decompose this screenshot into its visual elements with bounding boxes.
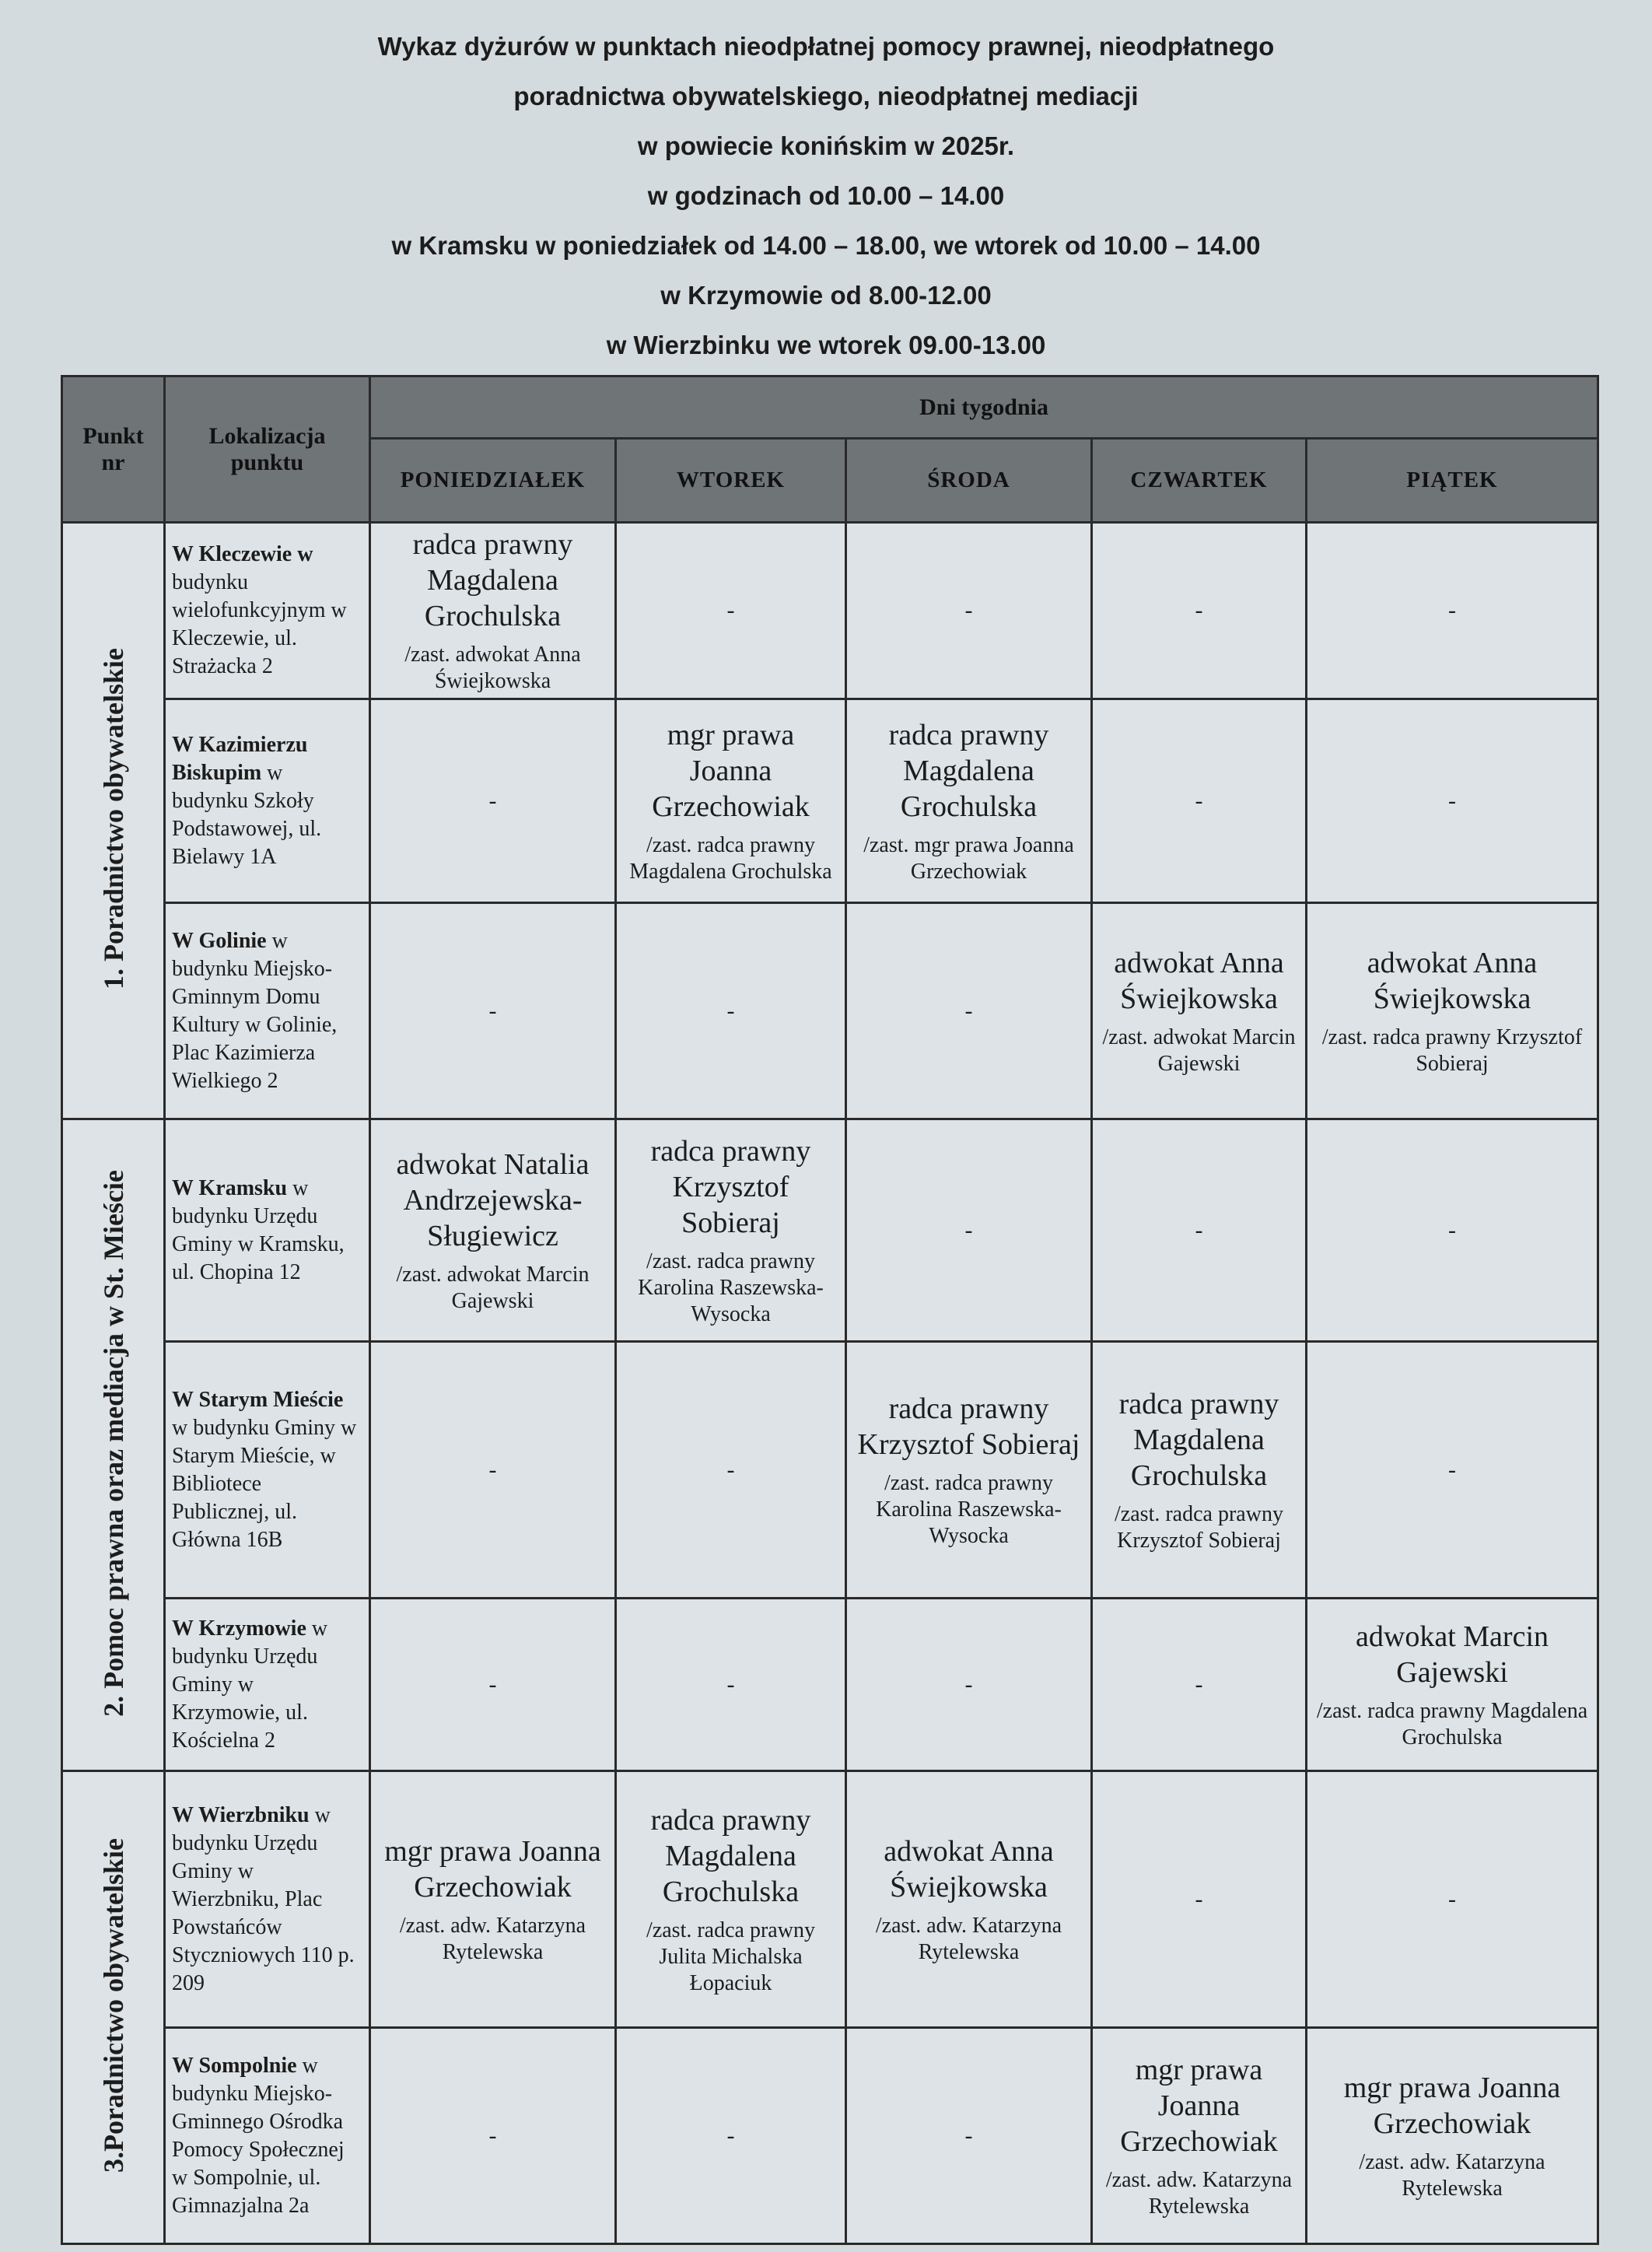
duty-substitute: /zast. radca prawny Krzysztof Sobieraj [1115,1501,1283,1553]
duty-cell [616,1119,846,1342]
duty-cell [370,1599,616,1771]
location-address: w budynku Szkoły Podstawowej, ul. Bielawy 1A [172,760,322,869]
duty-cell [1092,1771,1307,2028]
duty-cell [1092,523,1307,699]
duty-cell [616,699,846,903]
location-address: budynku wielofunkcyjnym w Kleczewie, ul. Strażacka 2 [172,570,347,678]
header-day: ŚRODA [846,439,1092,523]
duty-substitute: /zast. radca prawny Karolina Raszewska-Wysocka [876,1470,1062,1548]
duty-person: radca prawny Krzysztof Sobieraj [857,1392,1080,1461]
duty-substitute: /zast. radca prawny Magdalena Grochulska [629,832,832,884]
duty-cell [1307,2028,1598,2244]
header-day: CZWARTEK [1092,439,1307,523]
document-heading [0,22,1652,370]
duty-person: mgr prawa Joanna Grzechowiak [384,1834,601,1904]
no-duty-dash: - [488,2122,497,2149]
location-name: W Kleczewie w [172,542,313,566]
duty-person: radca prawny Magdalena Grochulska [650,1803,811,1908]
duty-cell [1307,1342,1598,1599]
header-day: PONIEDZIAŁEK [370,439,616,523]
duty-substitute: /zast. adw. Katarzyna Rytelewska [1105,2167,1293,2219]
section-label: 3.Poradnictwo obywatelskie [97,1838,129,2173]
no-duty-dash: - [964,2122,973,2149]
header-punkt: Punkt nr [62,377,165,523]
duty-cell [1307,1771,1598,2028]
heading-line: w godzinach od 10.00 – 14.00 [647,181,1005,210]
location-cell [165,1599,370,1771]
duty-person: mgr prawa Joanna Grzechowiak [652,718,810,823]
schedule-row [62,2028,1598,2244]
duty-cell [616,1599,846,1771]
location-cell [165,523,370,699]
no-duty-dash: - [1448,597,1457,623]
no-duty-dash: - [1448,787,1457,814]
no-duty-dash: - [1195,597,1203,623]
heading-line: Wykaz dyżurów w punktach nieodpłatnej pomocy prawnej, nieodpłatnego [377,32,1275,61]
header-row-top [62,377,1598,439]
duty-substitute: /zast. radca prawny Karolina Raszewska-Wysocka [638,1249,824,1326]
duty-cell [1092,2028,1307,2244]
schedule-row [62,1599,1598,1771]
location-cell [165,2028,370,2244]
location-name: W Kazimierzu Biskupim [172,732,308,785]
location-address: w budynku Urzędu Gminy w Kramsku, ul. Chopina 12 [172,1175,345,1284]
location-address: w budynku Miejsko-Gminnym Domu Kultury w Golinie, Plac Kazimierza Wielkiego 2 [172,928,338,1093]
duty-cell [616,523,846,699]
no-duty-dash: - [1195,1671,1203,1697]
location-cell [165,1342,370,1599]
duty-person: radca prawny Krzysztof Sobieraj [650,1134,811,1239]
duty-substitute: /zast. adw. Katarzyna Rytelewska [875,1913,1062,1964]
no-duty-dash: - [726,1456,735,1483]
duty-cell [1092,1119,1307,1342]
no-duty-dash: - [964,597,973,623]
duty-cell [616,903,846,1119]
duty-person: adwokat Natalia Andrzejewska-Sługiewicz [396,1147,590,1252]
location-name: W Krzymowie [172,1616,306,1641]
duty-person: radca prawny Magdalena Grochulska [888,718,1049,823]
schedule-row [62,699,1598,903]
duty-cell [616,1342,846,1599]
duty-person: adwokat Anna Świejkowska [884,1834,1054,1904]
duty-cell [846,2028,1092,2244]
duty-cell [370,1771,616,2028]
duty-cell [370,903,616,1119]
location-name: W Kramsku [172,1175,288,1200]
duty-cell [846,1771,1092,2028]
duty-substitute: /zast. adw. Katarzyna Rytelewska [399,1913,586,1964]
duty-person: adwokat Anna Świejkowska [1367,946,1538,1015]
section-label-cell [62,523,165,1119]
duty-cell [1307,523,1598,699]
section-label: 1. Poradnictwo obywatelskie [97,648,129,989]
location-address: w budynku Miejsko-Gminnego Ośrodka Pomocy Społecznej w Sompolnie, ul. Gimnazjalna 2a [172,2053,345,2218]
duty-cell [1092,699,1307,903]
duty-person: adwokat Anna Świejkowska [1114,946,1284,1015]
no-duty-dash: - [726,2122,735,2149]
duty-cell [1307,903,1598,1119]
duty-substitute: /zast. adwokat Anna Świejkowska [404,643,581,693]
no-duty-dash: - [488,1456,497,1483]
no-duty-dash: - [964,1671,973,1697]
heading-line: w Kramsku w poniedziałek od 14.00 – 18.00, we wtorek od 10.00 – 14.00 [391,231,1261,260]
no-duty-dash: - [726,997,735,1024]
schedule-body [62,523,1598,2244]
duty-cell [1092,903,1307,1119]
duty-substitute: /zast. radca prawny Julita Michalska Łopaciuk [646,1918,815,1995]
duty-person: mgr prawa Joanna Grzechowiak [1120,2053,1278,2158]
location-name: W Starym Mieście [172,1387,344,1412]
header-dni-tygodnia: Dni tygodnia [370,377,1598,439]
duty-cell [370,1119,616,1342]
duty-cell [846,1599,1092,1771]
heading-line: w Wierzbinku we wtorek 09.00-13.00 [606,331,1046,359]
no-duty-dash: - [488,1671,497,1697]
duty-substitute: /zast. radca prawny Krzysztof Sobieraj [1321,1024,1583,1076]
duty-cell [370,2028,616,2244]
location-cell [165,903,370,1119]
duty-cell [1307,1119,1598,1342]
header-lokalizacja: Lokalizacja punktu [165,377,370,523]
duty-person: radca prawny Magdalena Grochulska [1118,1387,1279,1492]
location-address: w budynku Urzędu Gminy w Wierzbniku, Plac Powstańców Styczniowych 110 p. 209 [172,1802,355,1995]
location-cell [165,699,370,903]
no-duty-dash: - [1448,1456,1457,1483]
duty-cell [846,903,1092,1119]
duty-cell [370,523,616,699]
heading-line: poradnictwa obywatelskiego, nieodpłatnej mediacji [513,82,1139,110]
section-label-cell [62,1771,165,2244]
duty-person: radca prawny Magdalena Grochulska [412,528,573,632]
location-address: w budynku Urzędu Gminy w Krzymowie, ul. Kościelna 2 [172,1616,328,1753]
duty-substitute: /zast. adw. Katarzyna Rytelewska [1359,2149,1545,2201]
location-name: W Golinie [172,928,267,953]
location-cell [165,1119,370,1342]
header-day: WTOREK [616,439,846,523]
schedule-row [62,1119,1598,1342]
no-duty-dash: - [726,597,735,623]
location-name: W Wierzbniku [172,1802,310,1827]
section-label-cell [62,1119,165,1771]
duty-cell [846,1119,1092,1342]
schedule-row [62,1771,1598,2028]
duty-substitute: /zast. adwokat Marcin Gajewski [1102,1024,1296,1076]
no-duty-dash: - [964,997,973,1024]
no-duty-dash: - [488,997,497,1024]
schedule-row [62,1342,1598,1599]
no-duty-dash: - [964,1217,973,1243]
no-duty-dash: - [488,787,497,814]
location-name: W Sompolnie [172,2053,297,2078]
no-duty-dash: - [1195,787,1203,814]
duty-cell [846,1342,1092,1599]
schedule-row [62,903,1598,1119]
location-cell [165,1771,370,2028]
schedule-row [62,523,1598,699]
duty-cell [1307,1599,1598,1771]
duty-cell [846,699,1092,903]
heading-line: w powiecie konińskim w 2025r. [637,131,1015,160]
duty-substitute: /zast. radca prawny Magdalena Grochulska [1316,1698,1588,1749]
duty-cell [616,2028,846,2244]
no-duty-dash: - [1448,1217,1457,1243]
duty-substitute: /zast. mgr prawa Joanna Grzechowiak [863,832,1074,884]
duty-substitute: /zast. adwokat Marcin Gajewski [396,1262,590,1313]
duty-person: mgr prawa Joanna Grzechowiak [1343,2071,1561,2140]
no-duty-dash: - [1195,1886,1203,1912]
duty-person: adwokat Marcin Gajewski [1356,1620,1549,1689]
header-day: PIĄTEK [1307,439,1598,523]
duty-cell [1092,1342,1307,1599]
no-duty-dash: - [1448,1886,1457,1912]
duty-cell [1307,699,1598,903]
duty-cell [370,699,616,903]
duty-cell [846,523,1092,699]
duty-cell [370,1342,616,1599]
duty-cell [1092,1599,1307,1771]
section-label: 2. Pomoc prawna oraz mediacja w St. Mieście [97,1169,129,1717]
no-duty-dash: - [726,1671,735,1697]
no-duty-dash: - [1195,1217,1203,1243]
location-address: w budynku Gminy w Starym Mieście, w Bibliotece Publicznej, ul. Główna 16B [172,1415,357,1552]
heading-line: w Krzymowie od 8.00-12.00 [660,281,992,310]
duty-schedule-table [61,375,1599,2245]
duty-cell [616,1771,846,2028]
